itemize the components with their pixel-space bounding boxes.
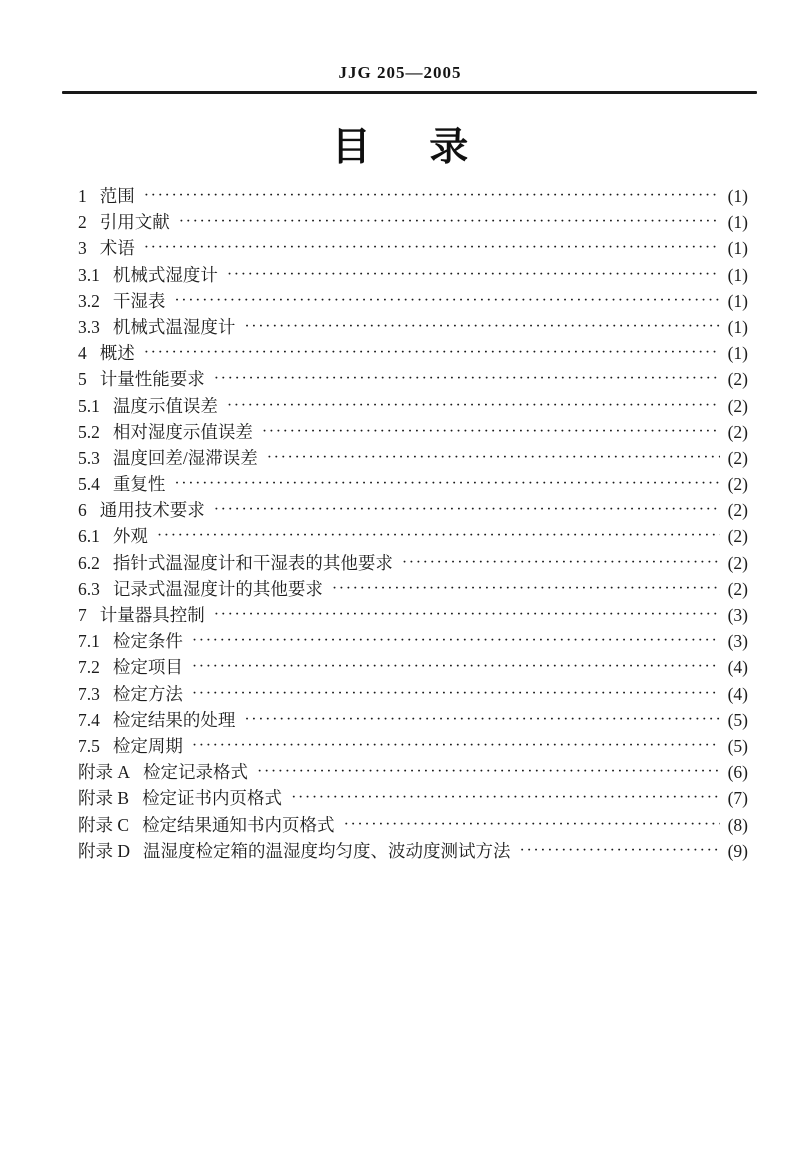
toc-dot-leader	[192, 733, 720, 759]
toc-entry-number: 5.1	[78, 395, 100, 416]
toc-dot-leader	[144, 340, 720, 366]
toc-entry-page: (5)	[727, 735, 748, 756]
toc-entry-title: 温度示值误差	[112, 395, 218, 416]
toc-entry-page: (2)	[727, 447, 748, 468]
toc-entry	[78, 628, 748, 654]
toc-entry-number: 1	[78, 186, 87, 206]
toc-entry-page: (2)	[727, 500, 748, 521]
toc-dot-leader	[267, 445, 720, 471]
toc-dot-leader	[402, 550, 720, 576]
toc-entry-title: 检定条件	[112, 631, 183, 652]
toc-entry-number: 附录 C	[78, 814, 130, 835]
toc-entry-number: 6	[78, 500, 87, 521]
toc-entry	[78, 366, 748, 392]
page-title: 目 录	[331, 126, 469, 169]
toc-entry	[78, 419, 748, 445]
toc-entry-number: 7.5	[78, 735, 100, 756]
toc-entry-title: 检定证书内页格式	[142, 788, 283, 809]
toc-dot-leader	[192, 628, 720, 654]
toc-entry-title: 温度回差/湿滞误差	[112, 447, 258, 468]
toc-entry	[78, 497, 748, 523]
toc-dot-leader	[214, 366, 720, 392]
toc-entry-title: 机械式温湿度计	[112, 316, 236, 337]
toc-entry-page: (7)	[727, 788, 748, 809]
toc-entry-number: 3.2	[78, 290, 100, 311]
toc-entry	[78, 759, 748, 785]
toc-entry-page: (3)	[727, 631, 748, 652]
toc-dot-leader	[244, 314, 719, 340]
toc-entry-page: (2)	[727, 421, 748, 442]
toc-entry-title: 检定方法	[112, 683, 183, 704]
toc-entry-number: 5	[78, 369, 87, 390]
toc-entry-page: (9)	[727, 840, 748, 861]
toc-entry-title: 指针式温湿度计和干湿表的其他要求	[112, 552, 393, 573]
toc-entry	[78, 235, 748, 261]
toc-entry	[78, 681, 748, 707]
toc-entry	[78, 209, 748, 235]
toc-entry	[78, 340, 748, 366]
toc-entry	[78, 707, 748, 733]
toc-entry	[78, 602, 748, 628]
toc-entry-number: 6.1	[78, 526, 100, 547]
toc-entry	[78, 838, 748, 864]
toc-entry-title: 计量性能要求	[99, 369, 205, 390]
toc-dot-leader	[174, 471, 719, 497]
toc-dot-leader	[144, 235, 720, 261]
toc-entry-title: 检定周期	[112, 735, 183, 756]
toc-entry-page: (1)	[727, 238, 748, 259]
toc-entry-number: 6.2	[78, 552, 100, 573]
toc-entry-page: (4)	[727, 657, 748, 678]
toc-entry-number: 3.1	[78, 264, 100, 285]
toc-entry	[78, 523, 748, 549]
toc-entry-title: 外观	[112, 526, 148, 547]
toc-dot-leader	[144, 183, 720, 209]
header-rule	[62, 91, 757, 94]
toc-dot-leader	[257, 759, 720, 785]
toc-entry-title: 检定记录格式	[143, 762, 249, 783]
toc-entry-number: 2	[78, 212, 87, 233]
toc-entry-page: (1)	[727, 290, 748, 311]
toc-entry-page: (1)	[727, 343, 748, 364]
toc-entry	[78, 393, 748, 419]
toc-entry-number: 7.3	[78, 683, 100, 704]
toc-dot-leader	[227, 393, 720, 419]
toc-entry-title: 概述	[99, 343, 135, 364]
toc-entry-title: 机械式湿度计	[112, 264, 218, 285]
toc-entry-title: 通用技术要求	[99, 500, 205, 521]
toc-entry-title: 范围	[99, 186, 135, 206]
toc-entry-title: 相对湿度示值误差	[112, 421, 253, 442]
toc-entry-page: (2)	[727, 474, 748, 495]
toc-dot-leader	[192, 681, 720, 707]
toc-entry-number: 4	[78, 343, 87, 364]
toc-entry-title: 记录式温湿度计的其他要求	[112, 578, 323, 599]
toc-entry-page: (2)	[727, 395, 748, 416]
toc-dot-leader	[332, 576, 720, 602]
toc-dot-leader	[262, 419, 720, 445]
toc-entry	[78, 183, 748, 209]
toc-entry	[78, 812, 748, 838]
toc-entry	[78, 471, 748, 497]
toc-dot-leader	[192, 654, 720, 680]
toc-entry-title: 温湿度检定箱的温湿度均匀度、波动度测试方法	[143, 840, 511, 861]
toc-entry-page: (1)	[727, 212, 748, 233]
toc-entry-title: 检定结果通知书内页格式	[142, 814, 335, 835]
toc-entry-number: 7.1	[78, 631, 100, 652]
toc-entry-title: 计量器具控制	[99, 605, 205, 625]
toc-entry-page: (4)	[727, 683, 748, 704]
toc-entry-number: 5.2	[78, 421, 100, 442]
toc-entry-number: 7.4	[78, 709, 100, 730]
toc-dot-leader	[520, 838, 720, 864]
toc-entry-title: 引用文献	[99, 212, 170, 233]
toc-entry	[78, 262, 748, 288]
toc-entry	[78, 576, 748, 602]
toc-entry-page: (2)	[727, 552, 748, 573]
toc-entry-page: (2)	[727, 369, 748, 390]
toc-entry-page: (1)	[727, 186, 748, 206]
toc-entry-title: 重复性	[112, 474, 166, 495]
toc-entry-title: 检定项目	[112, 657, 183, 678]
toc-entry-page: (2)	[727, 526, 748, 547]
toc-entry-number: 5.3	[78, 447, 100, 468]
toc-entry-page: (1)	[727, 316, 748, 337]
toc-entry	[78, 733, 748, 759]
toc-entry-number: 7.2	[78, 657, 100, 678]
toc-entry-page: (3)	[727, 605, 748, 625]
toc-dot-leader	[214, 497, 720, 523]
toc-entry-number: 3	[78, 238, 87, 259]
toc-entry	[78, 445, 748, 471]
toc-entry	[78, 550, 748, 576]
toc-entry-number: 附录 A	[78, 762, 131, 783]
toc-entry-number: 5.4	[78, 474, 100, 495]
toc-dot-leader	[244, 707, 719, 733]
document-code-header: JJG 205—2005	[338, 63, 462, 82]
table-of-contents	[78, 183, 748, 864]
toc-dot-leader	[291, 785, 720, 811]
toc-entry-number: 6.3	[78, 578, 100, 599]
toc-entry-title: 干湿表	[112, 290, 166, 311]
toc-entry-title: 检定结果的处理	[112, 709, 236, 730]
toc-entry-number: 7	[78, 605, 87, 625]
toc-entry-number: 附录 D	[78, 840, 131, 861]
toc-entry-page: (8)	[727, 814, 748, 835]
toc-dot-leader	[174, 288, 719, 314]
toc-entry-number: 3.3	[78, 316, 100, 337]
toc-entry	[78, 785, 748, 811]
toc-entry	[78, 314, 748, 340]
toc-entry	[78, 654, 748, 680]
toc-entry-title: 术语	[99, 238, 135, 259]
toc-entry-page: (6)	[727, 762, 748, 783]
toc-entry	[78, 288, 748, 314]
toc-dot-leader	[179, 209, 720, 235]
toc-dot-leader	[157, 523, 720, 549]
toc-dot-leader	[214, 602, 720, 628]
toc-entry-page: (2)	[727, 578, 748, 599]
toc-dot-leader	[344, 812, 720, 838]
toc-dot-leader	[227, 262, 720, 288]
toc-entry-page: (5)	[727, 709, 748, 730]
toc-entry-page: (1)	[727, 264, 748, 285]
toc-entry-number: 附录 B	[78, 788, 130, 809]
